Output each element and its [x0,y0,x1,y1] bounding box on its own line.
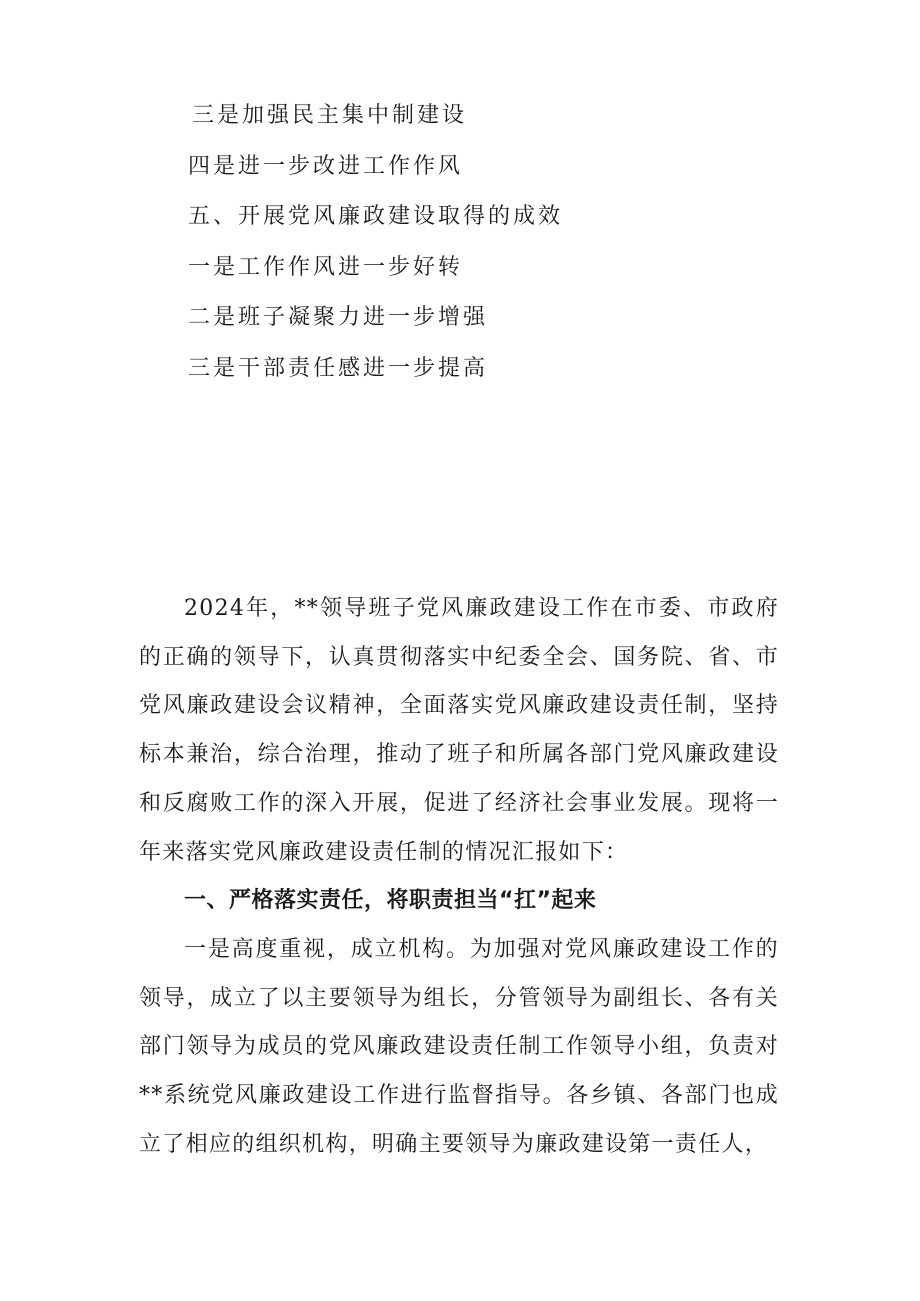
outline-item: 三是干部责任感进一步提高 [188,355,489,381]
intro-paragraph: 2024年，**领导班子党风廉政建设工作在市委、市政府的正确的领导下，认真贯彻落实中纪委全会、国务院、省、市党风廉政建设会议精神，全面落实党风廉政建设责任制，坚持标本兼治，综合治理，推动了班子和所属各部门党风廉政建设和反腐败工作的深入开展，促进了经济社会事业发展。现将一年来落实党风廉政建设责任制的情况汇报如下： [139,596,779,865]
outline-item: 五、开展党风廉政建设取得的成效 [188,204,564,229]
section-heading: 一、严格落实责任，将职责担当“扛”起来 [184,888,597,914]
document-body [139,585,779,1169]
outline-item: 一是工作作风进一步好转 [188,254,464,280]
body-paragraph: 一是高度重视，成立机构。为加强对党风廉政建设工作的领导，成立了以主要领导为组长，分管领导为副组长、各有关部门领导为成员的党风廉政建设责任制工作领导小组，负责对**系统党风廉政建设工作进行监督指导。各乡镇、各部门也成立了相应的组织机构，明确主要领导为廉政建设第一责任人， [139,936,779,1157]
outline-item: 二是班子凝聚力进一步增强 [188,305,489,330]
outline-item: 三是加强民主集中制建设 [192,103,468,128]
outline-item: 四是进一步改进工作作风 [188,153,464,179]
outline-list [188,98,748,401]
